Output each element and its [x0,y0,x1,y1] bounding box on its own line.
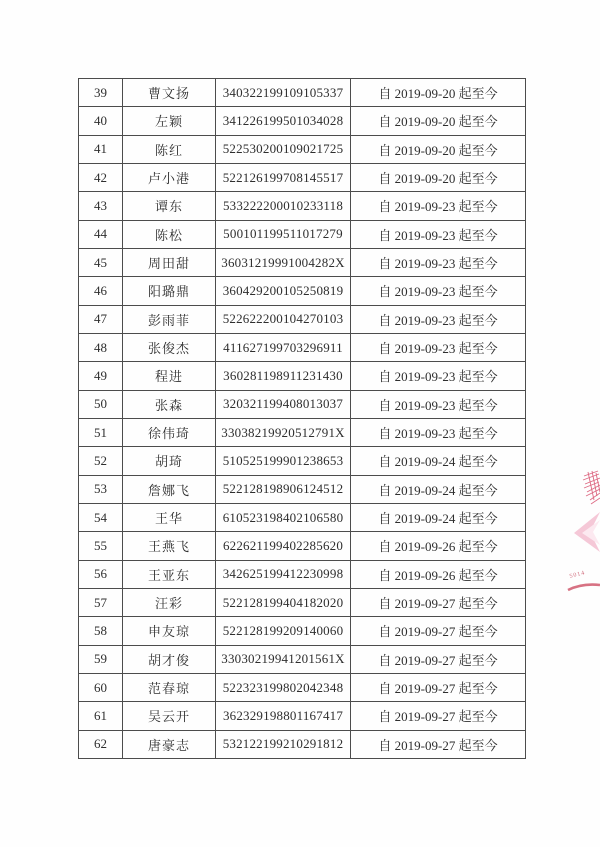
roster-table-body [79,79,526,759]
period-cell: 自 2019-09-23 起至今 [351,192,526,220]
table-row [79,673,526,701]
seal-text-fragment [566,566,600,596]
id-number-cell: 341226199501034028 [216,107,351,135]
table-row [79,135,526,163]
row-number-cell: 62 [79,730,123,758]
period-cell: 自 2019-09-27 起至今 [351,617,526,645]
table-row [79,645,526,673]
period-cell: 自 2019-09-20 起至今 [351,107,526,135]
row-number-cell: 47 [79,305,123,333]
period-cell: 自 2019-09-23 起至今 [351,220,526,248]
period-cell: 自 2019-09-24 起至今 [351,475,526,503]
id-number-cell: 33038219920512791X [216,418,351,446]
id-number-cell: 522128199404182020 [216,588,351,616]
period-cell: 自 2019-09-23 起至今 [351,277,526,305]
roster-table [78,78,526,759]
id-number-cell: 362329198801167417 [216,702,351,730]
period-cell: 自 2019-09-23 起至今 [351,248,526,276]
row-number-cell: 42 [79,163,123,191]
id-number-cell: 522530200109021725 [216,135,351,163]
seal-scribble-fragment [582,470,600,510]
name-cell: 唐豪志 [123,730,216,758]
id-number-cell: 533222200010233118 [216,192,351,220]
row-number-cell: 51 [79,418,123,446]
table-row [79,248,526,276]
id-number-cell: 360281198911231430 [216,362,351,390]
id-number-cell: 36031219991004282X [216,248,351,276]
row-number-cell: 46 [79,277,123,305]
table-row [79,362,526,390]
name-cell: 王华 [123,503,216,531]
name-cell: 詹娜飞 [123,475,216,503]
id-number-cell: 360429200105250819 [216,277,351,305]
id-number-cell: 500101199511017279 [216,220,351,248]
id-number-cell: 522128199209140060 [216,617,351,645]
row-number-cell: 55 [79,532,123,560]
row-number-cell: 44 [79,220,123,248]
id-number-cell: 320321199408013037 [216,390,351,418]
period-cell: 自 2019-09-20 起至今 [351,79,526,107]
period-cell: 自 2019-09-26 起至今 [351,560,526,588]
name-cell: 陈红 [123,135,216,163]
table-row [79,588,526,616]
table-row [79,532,526,560]
id-number-cell: 622621199402285620 [216,532,351,560]
period-cell: 自 2019-09-27 起至今 [351,673,526,701]
row-number-cell: 50 [79,390,123,418]
row-number-cell: 58 [79,617,123,645]
name-cell: 彭雨菲 [123,305,216,333]
period-cell: 自 2019-09-20 起至今 [351,163,526,191]
period-cell: 自 2019-09-23 起至今 [351,418,526,446]
name-cell: 程进 [123,362,216,390]
row-number-cell: 61 [79,702,123,730]
name-cell: 卢小港 [123,163,216,191]
table-row [79,475,526,503]
id-number-cell: 532122199210291812 [216,730,351,758]
row-number-cell: 41 [79,135,123,163]
name-cell: 王亚东 [123,560,216,588]
name-cell: 胡琦 [123,447,216,475]
name-cell: 徐伟琦 [123,418,216,446]
table-row [79,447,526,475]
row-number-cell: 45 [79,248,123,276]
id-number-cell: 340322199109105337 [216,79,351,107]
table-row [79,192,526,220]
name-cell: 谭东 [123,192,216,220]
table-row [79,107,526,135]
table-row [79,390,526,418]
table-row [79,305,526,333]
name-cell: 范春琼 [123,673,216,701]
table-row [79,220,526,248]
period-cell: 自 2019-09-24 起至今 [351,503,526,531]
table-row [79,277,526,305]
id-number-cell: 33030219941201561X [216,645,351,673]
period-cell: 自 2019-09-20 起至今 [351,135,526,163]
period-cell: 自 2019-09-23 起至今 [351,390,526,418]
row-number-cell: 57 [79,588,123,616]
table-row [79,560,526,588]
period-cell: 自 2019-09-23 起至今 [351,362,526,390]
table-row [79,418,526,446]
id-number-cell: 522126199708145517 [216,163,351,191]
table-row [79,503,526,531]
name-cell: 胡才俊 [123,645,216,673]
table-row [79,730,526,758]
period-cell: 自 2019-09-27 起至今 [351,588,526,616]
id-number-cell: 610523198402106580 [216,503,351,531]
name-cell: 申友琼 [123,617,216,645]
period-cell: 自 2019-09-23 起至今 [351,305,526,333]
table-row [79,79,526,107]
table-row [79,163,526,191]
name-cell: 王燕飞 [123,532,216,560]
row-number-cell: 53 [79,475,123,503]
period-cell: 自 2019-09-23 起至今 [351,333,526,361]
id-number-cell: 342625199412230998 [216,560,351,588]
row-number-cell: 49 [79,362,123,390]
id-number-cell: 522622200104270103 [216,305,351,333]
period-cell: 自 2019-09-24 起至今 [351,447,526,475]
row-number-cell: 54 [79,503,123,531]
name-cell: 曹文扬 [123,79,216,107]
seal-tiny-text: 5014 [569,570,587,580]
name-cell: 吴云开 [123,702,216,730]
name-cell: 张森 [123,390,216,418]
table-row [79,702,526,730]
period-cell: 自 2019-09-27 起至今 [351,645,526,673]
name-cell: 左颖 [123,107,216,135]
name-cell: 阳璐鼎 [123,277,216,305]
name-cell: 陈松 [123,220,216,248]
row-number-cell: 48 [79,333,123,361]
row-number-cell: 56 [79,560,123,588]
id-number-cell: 522323199802042348 [216,673,351,701]
table-row [79,333,526,361]
period-cell: 自 2019-09-27 起至今 [351,730,526,758]
row-number-cell: 52 [79,447,123,475]
table-row [79,617,526,645]
period-cell: 自 2019-09-26 起至今 [351,532,526,560]
name-cell: 汪彩 [123,588,216,616]
row-number-cell: 60 [79,673,123,701]
name-cell: 周田甜 [123,248,216,276]
id-number-cell: 411627199703296911 [216,333,351,361]
name-cell: 张俊杰 [123,333,216,361]
seal-chevron-fragment [572,512,600,554]
id-number-cell: 510525199901238653 [216,447,351,475]
row-number-cell: 43 [79,192,123,220]
id-number-cell: 522128198906124512 [216,475,351,503]
row-number-cell: 40 [79,107,123,135]
period-cell: 自 2019-09-27 起至今 [351,702,526,730]
row-number-cell: 59 [79,645,123,673]
row-number-cell: 39 [79,79,123,107]
